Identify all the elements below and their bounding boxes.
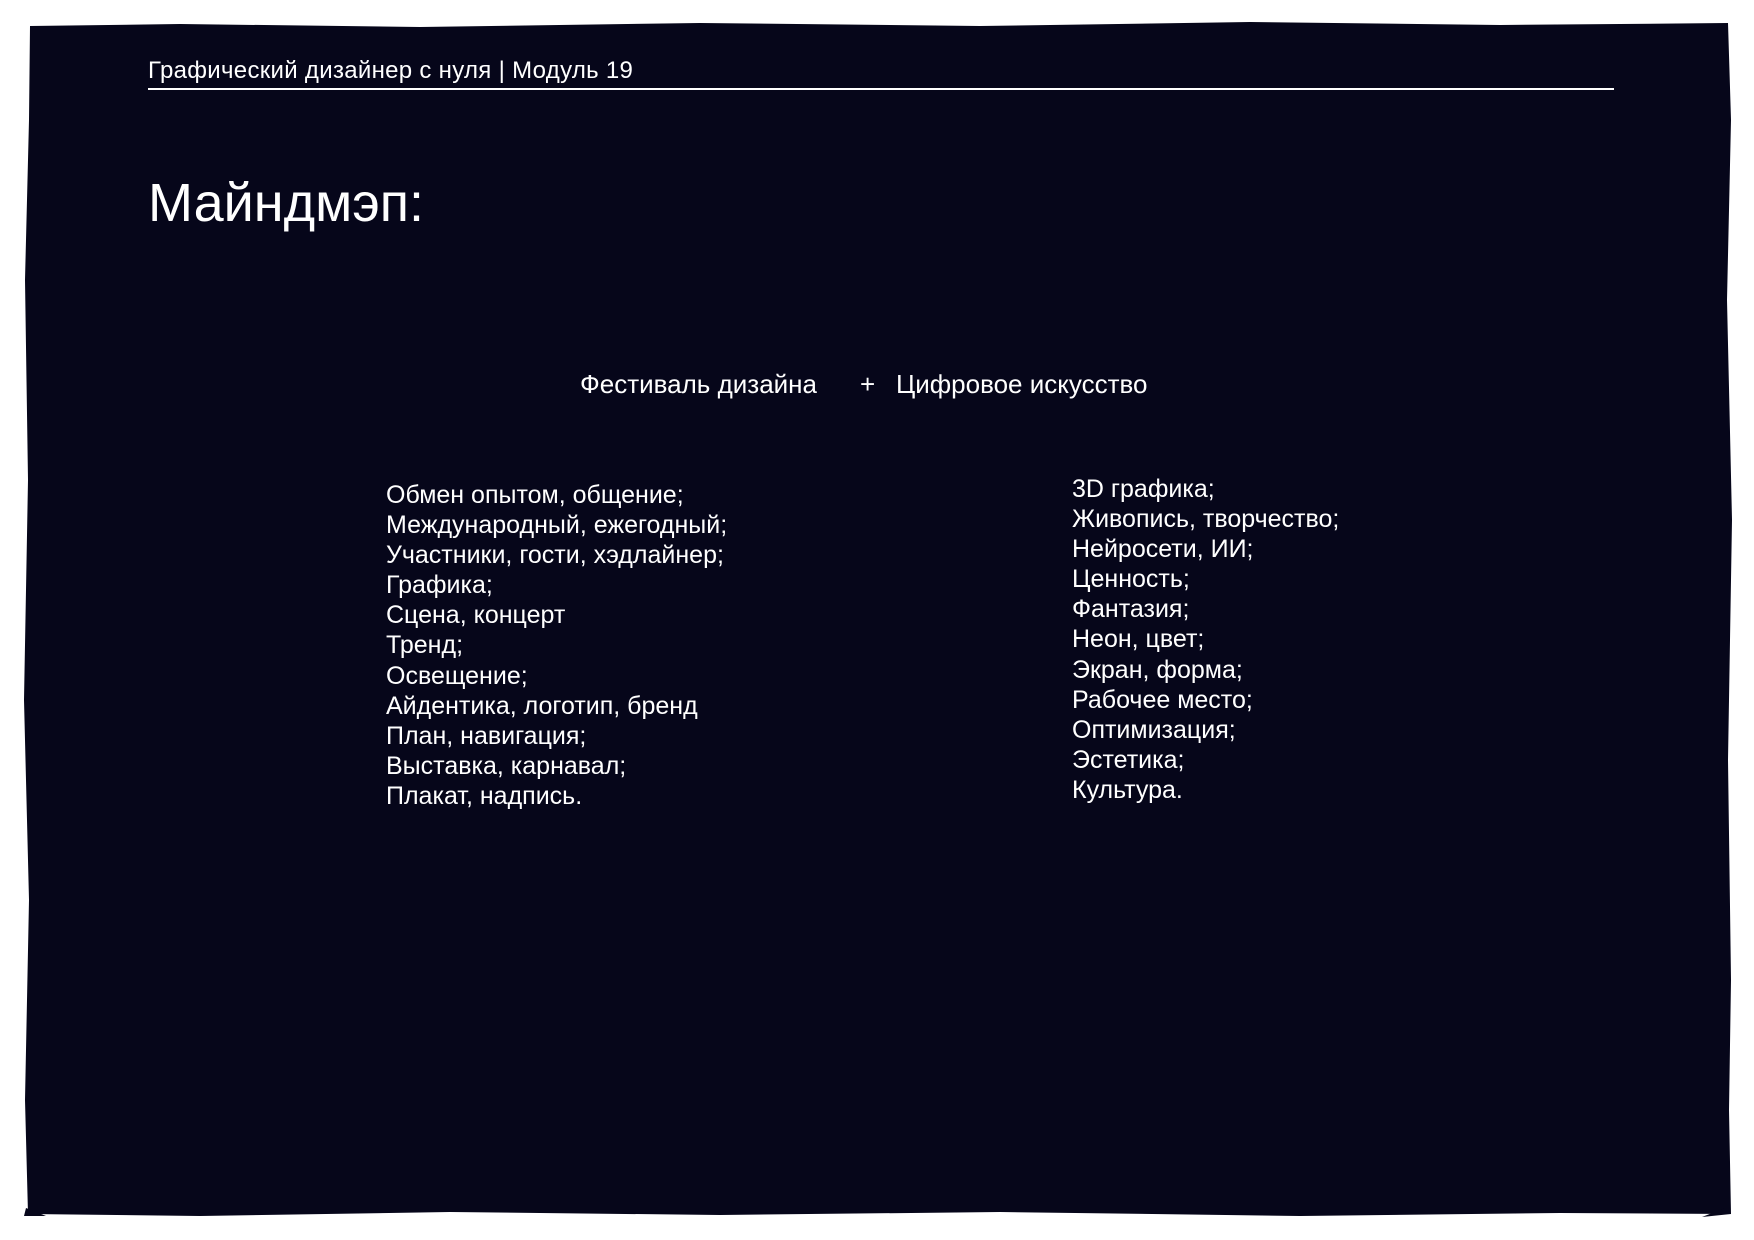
- list-item: План, навигация;: [386, 721, 587, 750]
- list-item: Ценность;: [1072, 565, 1190, 594]
- list-item: Неон, цвет;: [1072, 625, 1205, 654]
- list-item: Рабочее место;: [1072, 685, 1253, 714]
- list-item: Международный, ежегодный;: [386, 511, 728, 540]
- list-item: Сцена, концерт: [386, 601, 566, 630]
- digital-art-associations-list: [1072, 474, 1339, 805]
- list-item: Фантазия;: [1072, 595, 1190, 624]
- topic-digital-art: Цифровое искусство: [896, 369, 1148, 399]
- list-item: Тренд;: [386, 631, 464, 660]
- course-header: [148, 56, 1614, 90]
- list-item: Экран, форма;: [1072, 655, 1243, 684]
- list-item: Обмен опытом, общение;: [386, 481, 684, 509]
- list-item: Плакат, надпись.: [386, 781, 583, 810]
- course-header-text: Графический дизайнер с нуля | Модуль 19: [148, 57, 634, 84]
- list-item: Освещение;: [386, 661, 528, 690]
- list-item: Живопись, творчество;: [1072, 505, 1340, 534]
- list-item: Выставка, карнавал;: [386, 751, 627, 780]
- list-item: 3D графика;: [1072, 475, 1215, 503]
- list-item: Нейросети, ИИ;: [1072, 535, 1254, 564]
- list-item: Графика;: [386, 571, 493, 600]
- list-item: Айдентика, логотип, бренд: [386, 691, 698, 720]
- page-title: Майндмэп:: [148, 173, 425, 233]
- topic-connector-plus: +: [860, 369, 876, 399]
- list-item: Культура.: [1072, 775, 1183, 804]
- list-item: Эстетика;: [1072, 745, 1185, 774]
- mindmap-topics: [0, 366, 1754, 406]
- topic-festival: Фестиваль дизайна: [580, 369, 817, 399]
- list-item: Участники, гости, хэдлайнер;: [386, 541, 724, 570]
- festival-associations-list: [386, 480, 727, 811]
- list-item: Оптимизация;: [1072, 715, 1236, 744]
